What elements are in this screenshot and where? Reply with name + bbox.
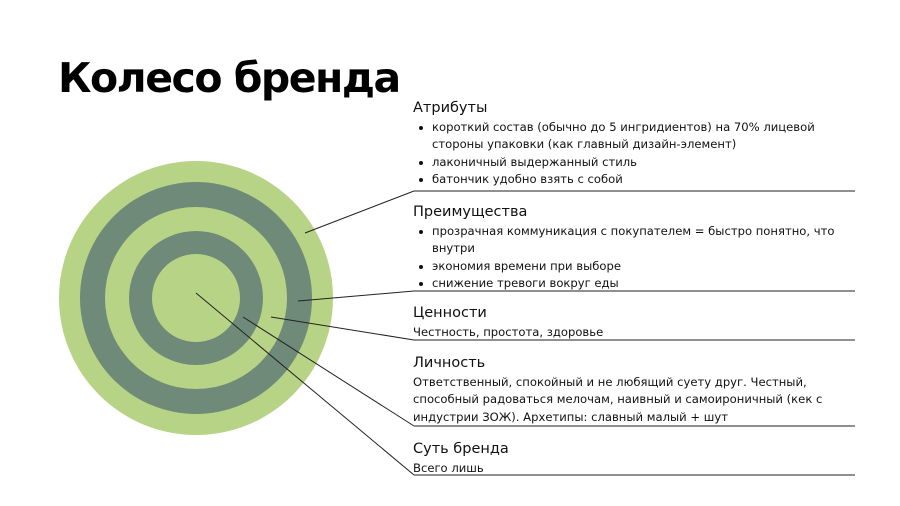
- connector-attributes: [305, 191, 414, 233]
- section-heading: Суть бренда: [413, 441, 509, 457]
- list-item: батончик удобно взять с собой: [432, 171, 843, 188]
- list-item: прозрачная коммуникация с покупателем = быстро понятно, что внутри: [432, 223, 843, 258]
- section-brand-essence: [413, 440, 843, 477]
- section-heading: Личность: [413, 355, 486, 371]
- section-heading: Атрибуты: [413, 100, 488, 116]
- section-text: Всего лишь: [413, 461, 484, 475]
- list-item: лаконичный выдержанный стиль: [432, 154, 843, 171]
- bullet-list: [413, 119, 843, 188]
- section-heading: Преимущества: [413, 204, 528, 220]
- section-text: Ответственный, спокойный и не любящий суету друг. Честный, способный радоваться мелочам, наивный и самоироничный (кек с индустрии ЗОЖ). Архетипы: славный малый + шут: [413, 375, 823, 424]
- list-item: снижение тревоги вокруг еды: [432, 275, 843, 292]
- section-benefits: [413, 203, 843, 292]
- list-item: короткий состав (обычно до 5 ингридиентов) на 70% лицевой стороны упаковки (как главный дизайн-элемент): [432, 119, 843, 154]
- list-item: экономия времени при выборе: [432, 258, 843, 275]
- ring-brand-essence: [152, 254, 240, 342]
- section-personality: [413, 354, 843, 426]
- brand-wheel-rings: [59, 161, 333, 435]
- bullet-list: [413, 223, 843, 292]
- section-text: Честность, простота, здоровье: [413, 325, 604, 339]
- section-values: [413, 304, 843, 341]
- section-heading: Ценности: [413, 305, 487, 321]
- page-title: Колесо бренда: [58, 54, 400, 102]
- section-attributes: [413, 99, 843, 188]
